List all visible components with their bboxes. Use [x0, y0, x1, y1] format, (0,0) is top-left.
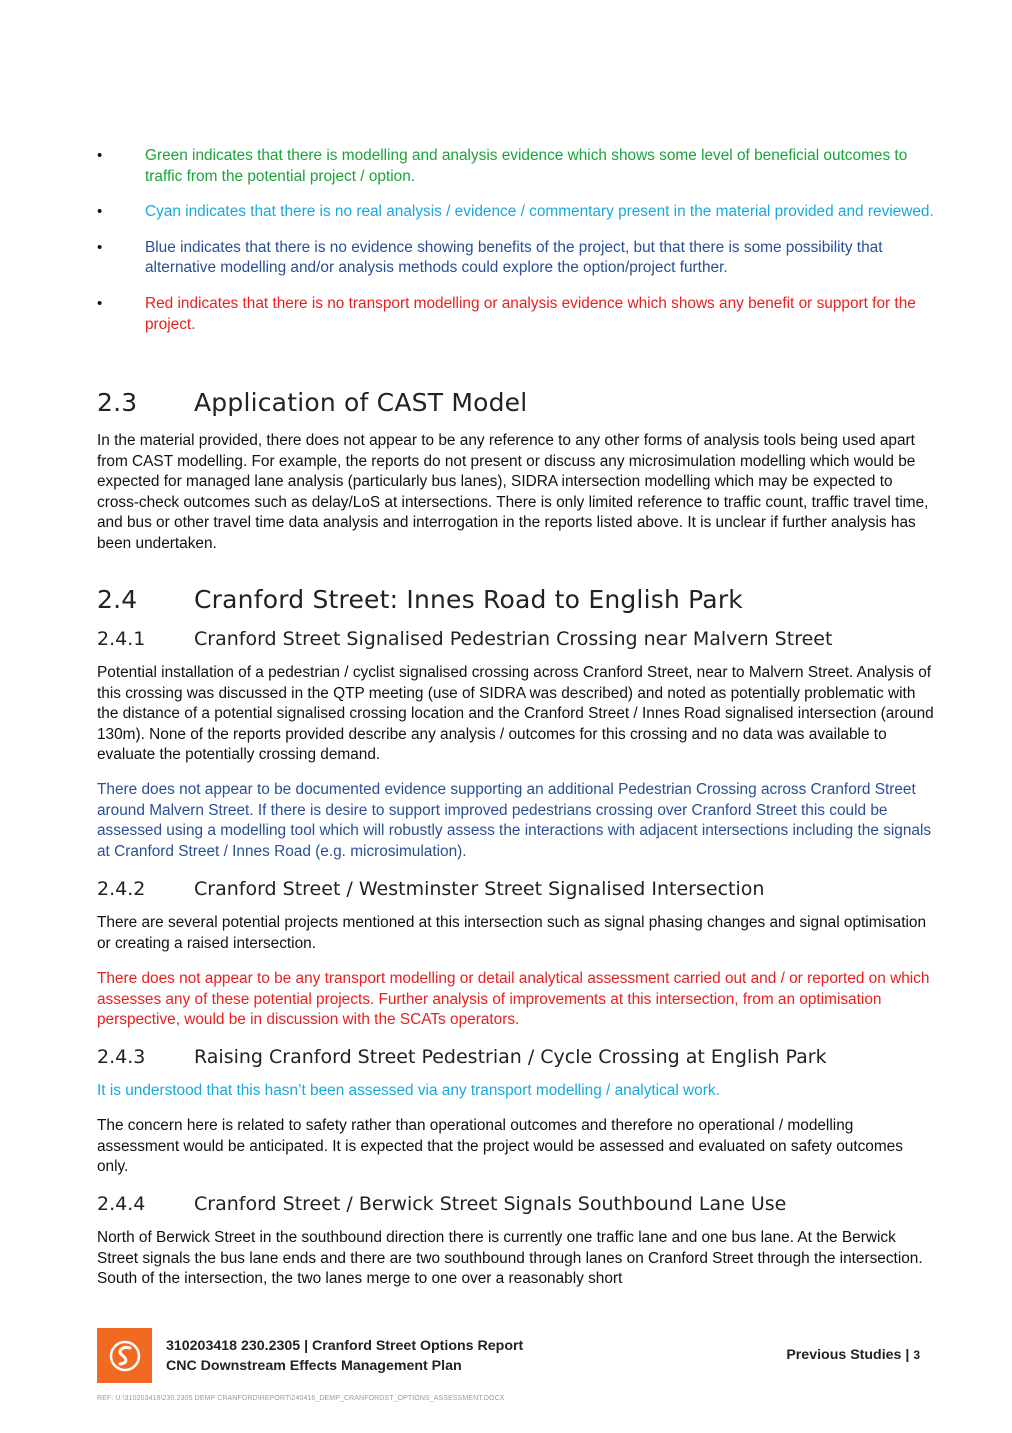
bullet-dot: •: [97, 238, 103, 256]
subsection-2-4-1: [97, 628, 937, 650]
bullet-dot: •: [97, 203, 103, 221]
subsection-title: Cranford Street / Berwick Street Signals Southbound Lane Use: [194, 1193, 787, 1215]
legend-bullet-red: [97, 294, 937, 335]
subsection-2-4-3-assessment: [97, 1081, 937, 1102]
section-number: 2.4: [97, 585, 138, 614]
legend-bullet-cyan: [97, 202, 937, 223]
subsection-title: Cranford Street / Westminster Street Signalised Intersection: [194, 878, 765, 900]
section-2-4: [97, 585, 937, 614]
subsection-heading: [97, 628, 937, 650]
subsection-2-4-4: [97, 1193, 937, 1215]
page-number: 3: [913, 1348, 920, 1362]
assessment-paragraph-blue: There does not appear to be documented evidence supporting an additional Pedestrian Crossing across Cranford Street around Malvern Street. If there is desire to support improved pedestrians crossing over Cranford Street this could be assessed using a modelling tool which will robustly assess the interactions with adjacent intersections including the signals at Cranford Street / Innes Road (e.g. microsimulation).: [97, 781, 932, 860]
assessment-paragraph-red: There does not appear to be any transport modelling or detail analytical assessment carried out and / or reported on which assesses any of these potential projects. Further analysis of improvements at this intersection, from an optimisation perspective, would be in discussion with the SCATs operators.: [97, 970, 930, 1029]
legend-bullet-green: [97, 146, 937, 187]
paragraph: The concern here is related to safety rather than operational outcomes and therefore no operational / modelling assessment would be anticipated. It is expected that the project would be assessed and evaluated on safety outcomes only.: [97, 1117, 903, 1176]
subsection-number: 2.4.3: [97, 1046, 146, 1068]
bullet-dot: •: [97, 147, 103, 164]
footer-page-info: [786, 1347, 920, 1363]
footer-file-reference: REF: U:\310203418\230.2305 DEMP CRANFORD\REPORT\240416_DEMP_CRANFORDST_OPTIONS_ASSESSMENT.DOCX: [97, 1395, 505, 1402]
legend-bullet-blue: [97, 238, 937, 279]
section-heading: [97, 585, 937, 614]
subsection-2-4-3: [97, 1046, 937, 1068]
subsection-2-4-4-body: [97, 1228, 937, 1290]
assessment-paragraph-cyan: It is understood that this hasn’t been assessed via any transport modelling / analytical work.: [97, 1082, 720, 1099]
footer-line-1: 310203418 230.2305 | Cranford Street Options Report: [166, 1338, 524, 1354]
section-title: Cranford Street: Innes Road to English Park: [194, 585, 743, 614]
subsection-title: Cranford Street Signalised Pedestrian Crossing near Malvern Street: [194, 628, 833, 650]
footer-line-2: CNC Downstream Effects Management Plan: [166, 1358, 462, 1374]
footer-report-info: [166, 1336, 523, 1376]
legend-text-cyan: Cyan indicates that there is no real analysis / evidence / commentary present in the material provided and reviewed.: [145, 203, 934, 221]
section-title: Application of CAST Model: [194, 388, 528, 417]
subsection-number: 2.4.1: [97, 628, 146, 650]
company-logo: [97, 1328, 152, 1383]
subsection-2-4-1-assessment: [97, 780, 937, 862]
subsection-number: 2.4.4: [97, 1193, 146, 1215]
subsection-heading: [97, 1193, 937, 1215]
bullet-dot: •: [97, 294, 103, 312]
paragraph: North of Berwick Street in the southbound direction there is currently one traffic lane and one bus lane. At the Berwick Street signals the bus lane ends and there are two southbound through lanes on Cranford Street through the intersection. South of the intersection, the two lanes merge to one over a reasonably short: [97, 1229, 923, 1288]
section-heading: [97, 388, 937, 417]
paragraph: There are several potential projects mentioned at this intersection such as signal phasing changes and signal optimisation or creating a raised intersection.: [97, 914, 927, 952]
section-2-3-body: [97, 431, 937, 555]
legend-text-red: Red indicates that there is no transport modelling or analysis evidence which shows any benefit or support for the project.: [145, 294, 916, 333]
paragraph: Potential installation of a pedestrian / cyclist signalised crossing across Cranford Street, near to Malvern Street. Analysis of this crossing was discussed in the QTP meeting (use of SIDRA was described) and noted as potentially problematic with the distance of a potential signalised crossing location and the Cranford Street / Innes Road signalised intersection (around 130m). None of the reports provided describe any analysis / outcomes for this crossing and no data was available to evaluate the potentially crossing demand.: [97, 664, 934, 764]
section-2-3: [97, 388, 937, 417]
footer-section-label: Previous Studies |: [786, 1347, 910, 1363]
stantec-logo-icon: [108, 1339, 142, 1373]
section-number: 2.3: [97, 388, 138, 417]
subsection-2-4-1-body: [97, 663, 937, 766]
subsection-title: Raising Cranford Street Pedestrian / Cycle Crossing at English Park: [194, 1046, 827, 1068]
subsection-heading: [97, 878, 937, 900]
legend-text-blue: Blue indicates that there is no evidence showing benefits of the project, but that there is some possibility that alternative modelling and/or analysis methods could explore the option/project further.: [145, 238, 883, 277]
subsection-number: 2.4.2: [97, 878, 146, 900]
legend-text-green: Green indicates that there is modelling and analysis evidence which shows some level of beneficial outcomes to traffic from the potential project / option.: [145, 147, 908, 185]
subsection-2-4-2: [97, 878, 937, 900]
paragraph: In the material provided, there does not appear to be any reference to any other forms of analysis tools being used apart from CAST modelling. For example, the reports do not present or discuss any microsimulation modelling which would be expected for managed lane analysis (particularly bus lanes), SIDRA intersection modelling which may be expected to cross-check outcomes such as delay/LoS at intersections. There is only limited reference to traffic count, traffic travel time, and bus or other travel time data analysis and interrogation in the reports listed above. It is unclear if further analysis has been undertaken.: [97, 432, 929, 552]
legend-bullet-list: [97, 146, 937, 350]
subsection-2-4-3-body: [97, 1116, 937, 1178]
subsection-heading: [97, 1046, 937, 1068]
subsection-2-4-2-assessment: [97, 969, 937, 1031]
subsection-2-4-2-body: [97, 913, 937, 954]
